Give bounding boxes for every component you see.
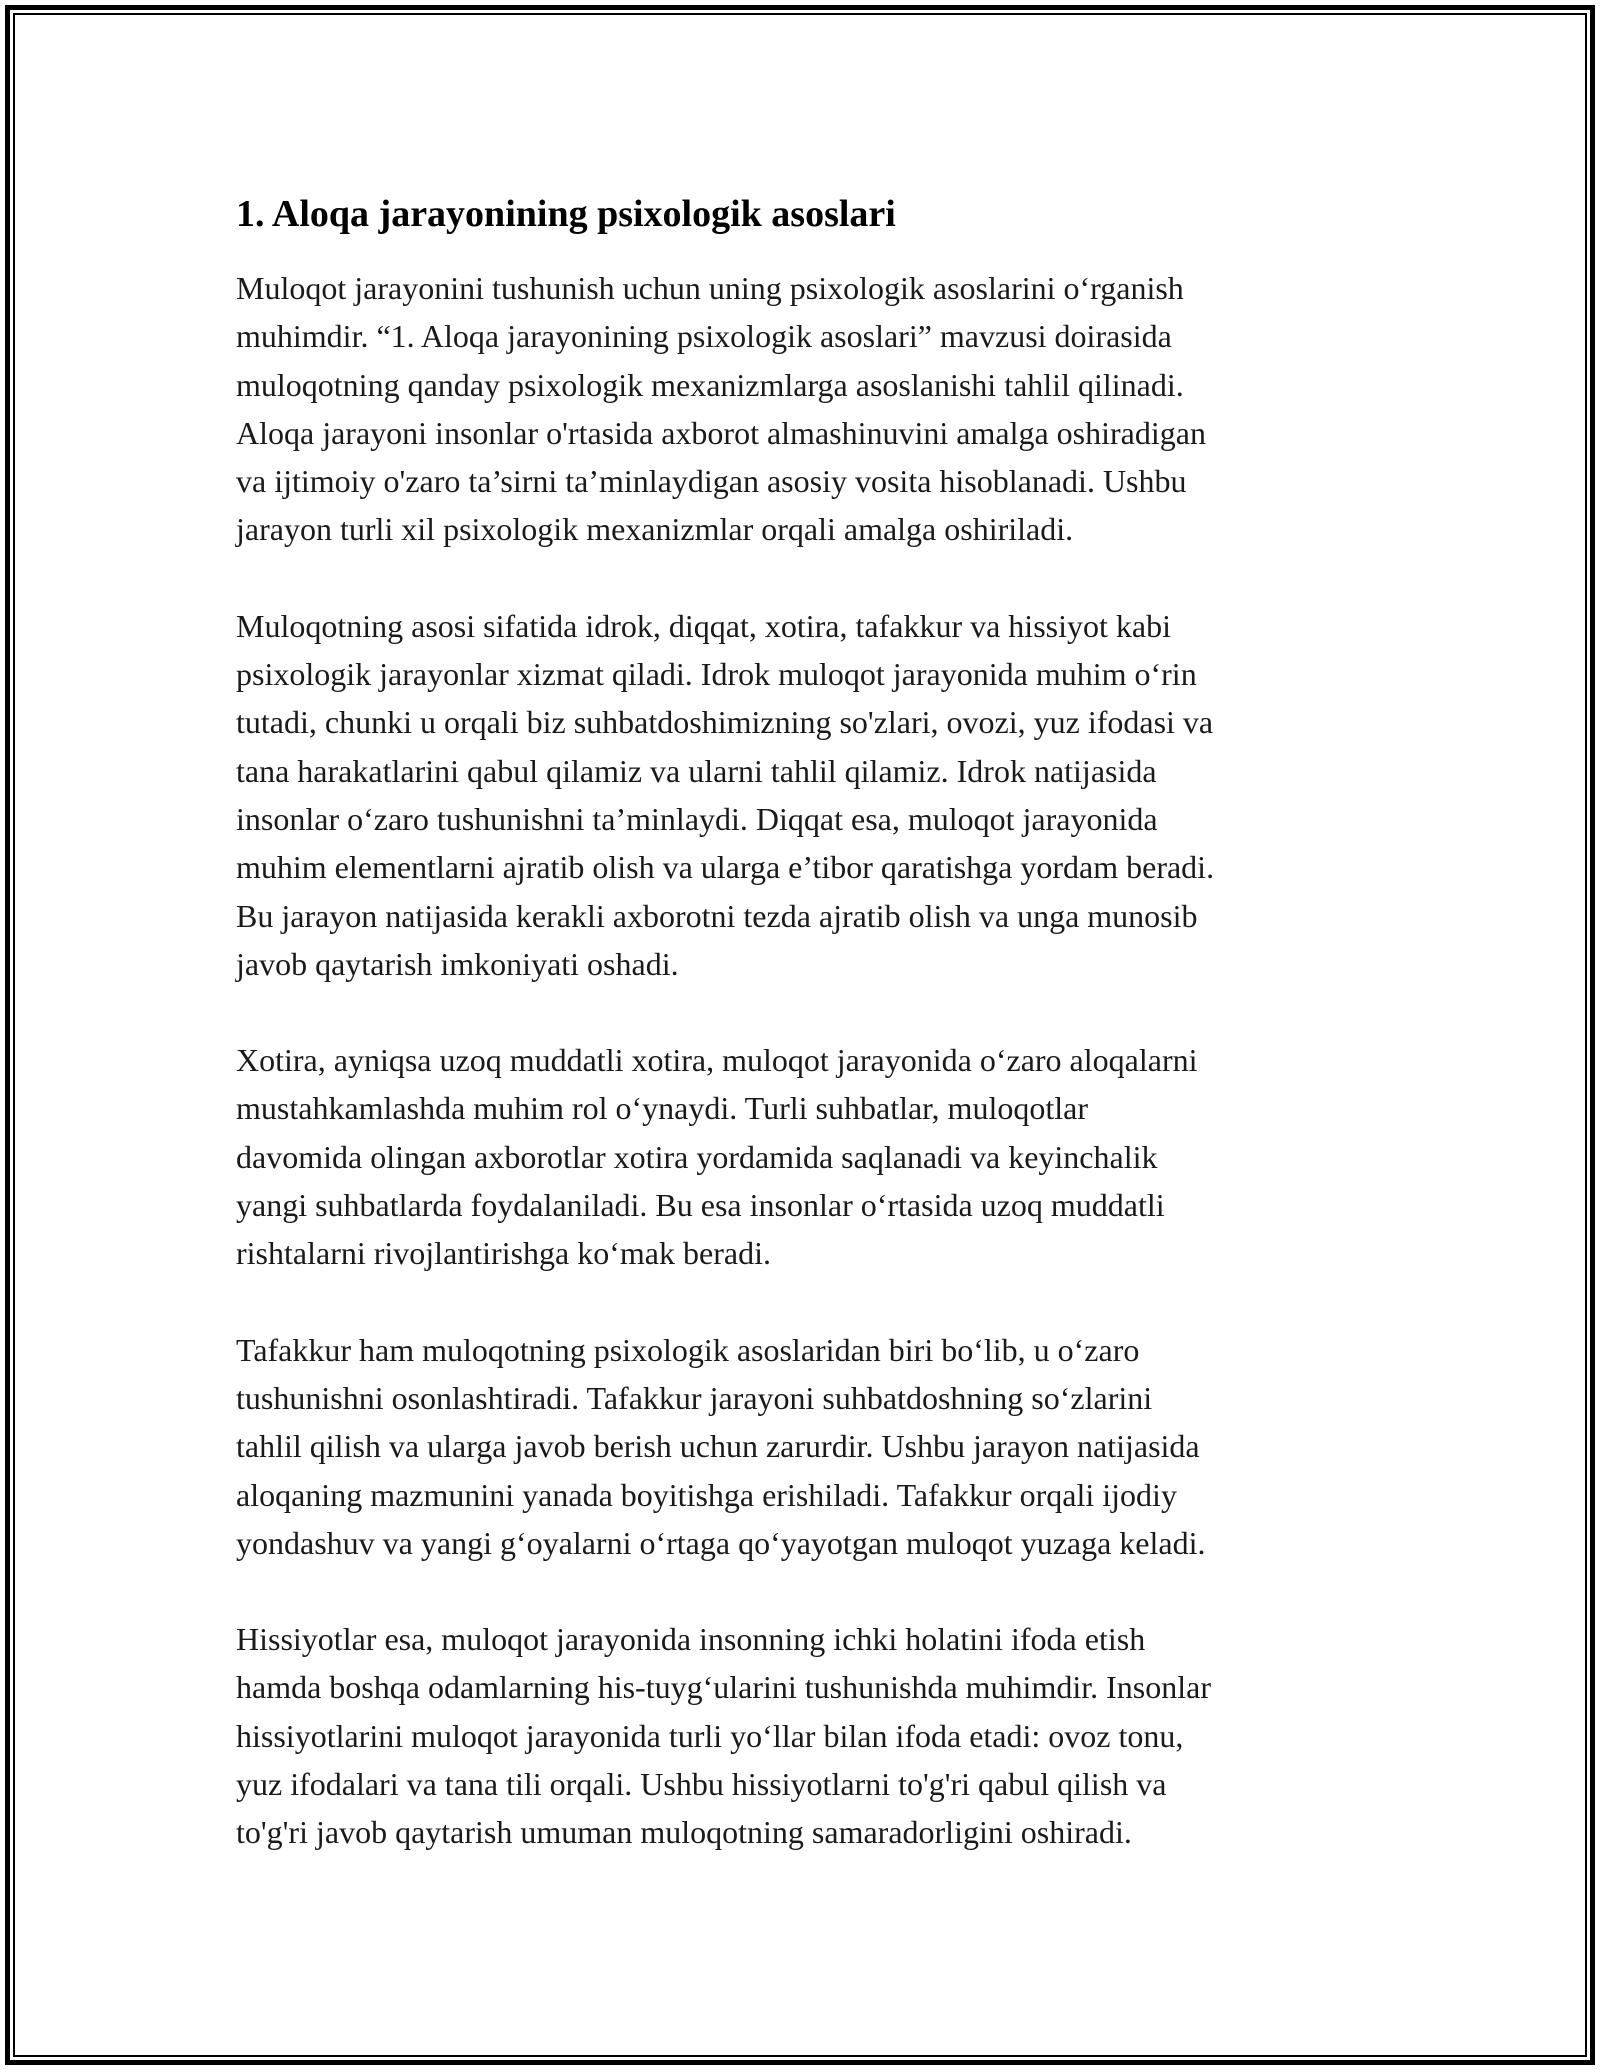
text-line: va ijtimoiy o'zaro ta’sirni ta’minlaydigan asosiy vosita hisoblanadi. Ushbu bbox=[236, 463, 1187, 500]
section-heading: 1. Aloqa jarayonining psixologik asoslari bbox=[236, 193, 896, 235]
text-line: Xotira, ayniqsa uzoq muddatli xotira, muloqot jarayonida o‘zaro aloqalarni bbox=[236, 1042, 1198, 1079]
text-line: yangi suhbatlarda foydalaniladi. Bu esa insonlar o‘rtasida uzoq muddatli bbox=[236, 1187, 1165, 1224]
text-line: muhimdir. “1. Aloqa jarayonining psixologik asoslari” mavzusi doirasida bbox=[236, 318, 1172, 355]
text-line: tutadi, chunki u orqali biz suhbatdoshimizning so'zlari, ovozi, yuz ifodasi va bbox=[236, 704, 1214, 741]
text-line: tahlil qilish va ularga javob berish uchun zarurdir. Ushbu jarayon natijasida bbox=[236, 1428, 1200, 1465]
text-line: yondashuv va yangi g‘oyalarni o‘rtaga qo‘yayotgan muloqot yuzaga keladi. bbox=[236, 1524, 1206, 1561]
text-line: mustahkamlashda muhim rol o‘ynaydi. Turli suhbatlar, muloqotlar bbox=[236, 1090, 1088, 1127]
text-line: yuz ifodalari va tana tili orqali. Ushbu hissiyotlarni to'g'ri qabul qilish va bbox=[236, 1766, 1167, 1803]
text-line: javob qaytarish imkoniyati oshadi. bbox=[236, 945, 679, 982]
text-line: to'g'ri javob qaytarish umuman muloqotning samaradorligini oshiradi. bbox=[236, 1814, 1132, 1851]
text-line: Muloqot jarayonini tushunish uchun uning psixologik asoslarini o‘rganish bbox=[236, 270, 1184, 306]
paragraph-thinking bbox=[236, 1326, 1366, 1567]
text-line: psixologik jarayonlar xizmat qiladi. Idrok muloqot jarayonida muhim o‘rin bbox=[236, 656, 1197, 693]
text-line: aloqaning mazmunini yanada boyitishga erishiladi. Tafakkur orqali ijodiy bbox=[236, 1476, 1177, 1513]
paragraph-perception-attention bbox=[236, 602, 1366, 988]
paragraph-intro bbox=[236, 264, 1366, 554]
text-line: hissiyotlarini muloqot jarayonida turli yo‘llar bilan ifoda etadi: ovoz tonu, bbox=[236, 1717, 1184, 1754]
text-line: jarayon turli xil psixologik mexanizmlar orqali amalga oshiriladi. bbox=[236, 511, 1074, 548]
text-line: insonlar o‘zaro tushunishni ta’minlaydi. Diqqat esa, muloqot jarayonida bbox=[236, 800, 1158, 837]
text-line: hamda boshqa odamlarning his-tuyg‘ularini tushunishda muhimdir. Insonlar bbox=[236, 1669, 1211, 1706]
text-line: Bu jarayon natijasida kerakli axborotni tezda ajratib olish va unga munosib bbox=[236, 897, 1198, 934]
text-line: Muloqotning asosi sifatida idrok, diqqat, xotira, tafakkur va hissiyot kabi bbox=[236, 607, 1171, 644]
text-line: muloqotning qanday psixologik mexanizmlarga asoslanishi tahlil qilinadi. bbox=[236, 366, 1184, 403]
text-line: Tafakkur ham muloqotning psixologik asoslaridan biri bo‘lib, u o‘zaro bbox=[236, 1331, 1140, 1368]
text-line: davomida olingan axborotlar xotira yordamida saqlanadi va keyinchalik bbox=[236, 1138, 1158, 1175]
paragraph-memory bbox=[236, 1036, 1366, 1277]
text-line: Hissiyotlar esa, muloqot jarayonida insonning ichki holatini ifoda etish bbox=[236, 1621, 1146, 1658]
text-line: Aloqa jarayoni insonlar o'rtasida axborot almashinuvini amalga oshiradigan bbox=[236, 414, 1206, 451]
text-line: tana harakatlarini qabul qilamiz va ularni tahlil qilamiz. Idrok natijasida bbox=[236, 752, 1157, 789]
text-line: muhim elementlarni ajratib olish va ularga e’tibor qaratishga yordam beradi. bbox=[236, 849, 1215, 886]
paragraph-emotions bbox=[236, 1615, 1366, 1856]
text-line: rishtalarni rivojlantirishga ko‘mak beradi. bbox=[236, 1235, 771, 1272]
document-body bbox=[236, 186, 1366, 1905]
text-line: tushunishni osonlashtiradi. Tafakkur jarayoni suhbatdoshning so‘zlarini bbox=[236, 1379, 1153, 1416]
